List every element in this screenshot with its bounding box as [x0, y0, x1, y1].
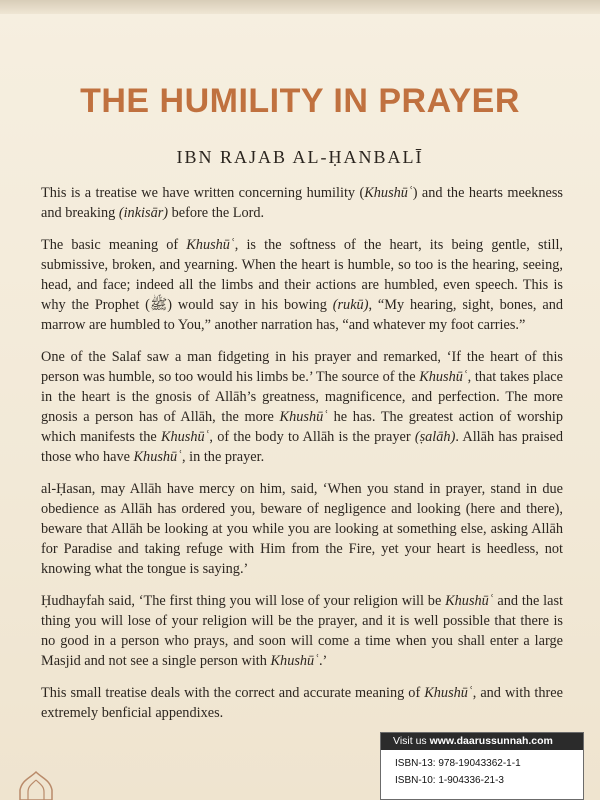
isbn-13: ISBN-13: 978-19043362-1-1: [395, 758, 521, 769]
text: , and with three extremely benficial appendixes.: [41, 685, 563, 721]
text: Ḥudhayfah said, ‘The first thing you will lose of your religion will be: [41, 593, 446, 609]
text: . Allāh has praised those who have: [41, 429, 563, 465]
text: , that takes place in the heart is the gnosis of Allāh’s greatness, magnificence, and perfection. The more gnosis a person has of Allāh, the more: [41, 369, 563, 425]
italic-term: Khushūʿ: [186, 237, 235, 253]
paragraph-5: [41, 591, 563, 671]
isbn-10: ISBN-10: 1-904336-21-3: [395, 775, 504, 786]
author-name: IBN RAJAB AL-ḤANBALĪ: [176, 147, 424, 167]
paragraph-2: [41, 235, 563, 335]
text: and the last thing you will lose of your religion will be the prayer, and it is well possible that there is no good in a person who prays, and soon will come a time when you shall enter a large Masjid and not see a single person with: [41, 593, 563, 669]
visit-label: Visit us: [393, 735, 430, 747]
text: he has. The greatest action of worship which manifests the: [41, 409, 563, 445]
website-banner[interactable]: [381, 733, 583, 750]
text: , of the body to Allāh is the prayer: [209, 429, 415, 445]
text: ) and the hearts meekness and breaking: [41, 185, 563, 221]
italic-term: Khushūʿ: [279, 409, 329, 425]
paragraph-3: [41, 347, 563, 467]
paragraph-4: al-Ḥasan, may Allāh have mercy on him, said, ‘When you stand in prayer, stand in due obedience as Allāh has ordered you, beware of negligence and looking (here and there), beware that Allāh be looking at you while you are looking at something else, asking Allāh for Paradise and taking refuge with Him from the Fire, yet your heart is heedless, not knowing what the tongue is saying.’: [41, 481, 563, 577]
text: , is the softness of the heart, its being gentle, still, submissive, broken, and yearning. When the heart is humble, so too is the hearing, seeing, head, and face; indeed all the limbs and their actions are humbled, even speech. This is why the Prophet (ﷺ) would say in his bowing: [41, 237, 563, 313]
italic-term: Khushūʿ: [270, 653, 319, 669]
italic-term: Khushūʿ: [419, 369, 468, 385]
text: One of the Salaf saw a man fidgeting in his prayer and remarked, ‘If the heart of this person was humble, so too would his limbs be.’ The source of the: [41, 349, 563, 385]
paragraph-6: [41, 683, 563, 723]
text: , in the prayer.: [181, 449, 265, 465]
italic-term: (ṣalāh): [414, 429, 456, 445]
top-border: [0, 0, 600, 14]
website-link[interactable]: www.daarussunnah.com: [429, 735, 553, 747]
blurb-text: [41, 183, 563, 735]
paragraph-1: [41, 183, 563, 223]
text: , “My hearing, sight, bones, and marrow are humbled to You,” another narration has, “and whatever my foot carries.”: [41, 297, 564, 333]
text: .’: [318, 653, 328, 669]
italic-term: Khushūʿ: [445, 593, 494, 609]
italic-term: (rukū): [332, 297, 369, 313]
italic-term: (inkisār): [118, 205, 169, 221]
italic-term: Khushūʿ: [364, 185, 413, 201]
isbn-box: [380, 732, 584, 800]
book-title: THE HUMILITY IN PRAYER: [80, 82, 520, 120]
italic-term: Khushūʿ: [424, 685, 473, 701]
mosque-ornament-icon: [12, 770, 60, 800]
italic-term: Khushūʿ: [160, 429, 210, 445]
text: This is a treatise we have written concerning humility (: [41, 185, 365, 201]
text: This small treatise deals with the correct and accurate meaning of: [41, 685, 425, 701]
text: before the Lord.: [168, 205, 265, 221]
italic-term: Khushūʿ: [133, 449, 182, 465]
text: The basic meaning of: [41, 237, 187, 253]
